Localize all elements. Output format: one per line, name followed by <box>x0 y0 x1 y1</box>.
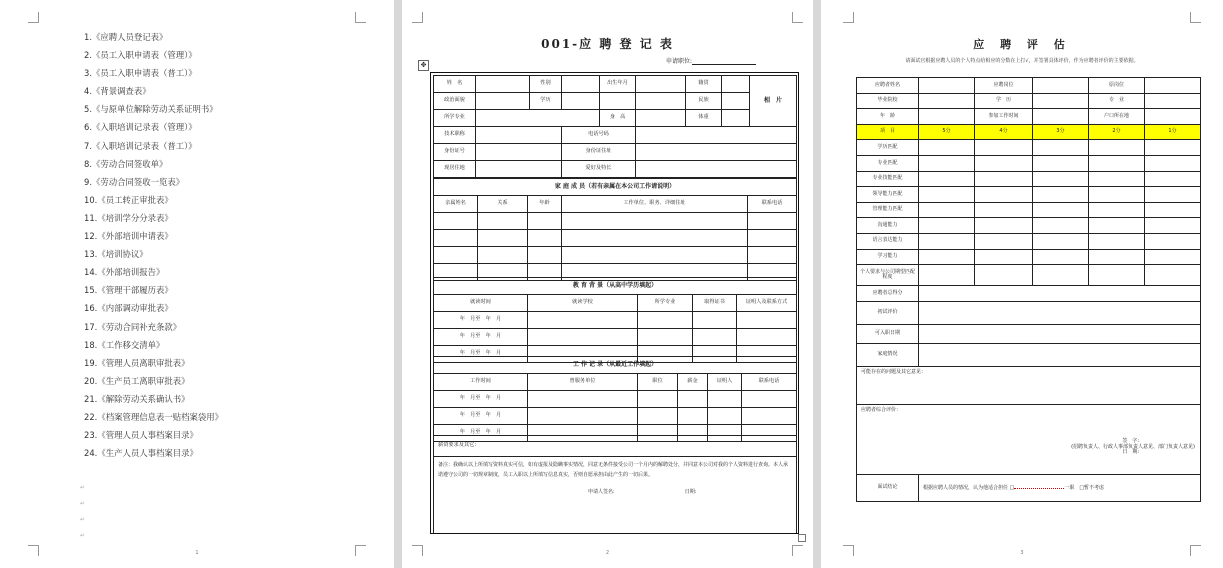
score-cell[interactable] <box>1145 171 1201 187</box>
score-cell[interactable] <box>1145 187 1201 203</box>
signature-row <box>438 488 792 498</box>
input-cell[interactable] <box>478 213 528 230</box>
column-header: 年龄 <box>528 196 562 213</box>
field-label: 应聘者姓名 <box>857 78 919 94</box>
form-list <box>84 28 223 462</box>
score-cell[interactable] <box>919 265 975 286</box>
education-table <box>433 277 797 363</box>
document-page-2 <box>402 0 813 568</box>
criterion-row <box>857 218 1201 234</box>
column-header: 证明人及联系方式 <box>737 295 797 312</box>
photo-cell[interactable]: 相 片 <box>750 76 797 127</box>
table-row <box>434 247 797 264</box>
input-cell[interactable] <box>528 230 562 247</box>
salary-remark[interactable]: 薪资要求及其它： <box>434 436 797 457</box>
input-cell[interactable] <box>476 161 562 178</box>
position-label: 申请职位: <box>666 58 693 65</box>
input-cell[interactable] <box>562 247 748 264</box>
criterion-row <box>857 265 1201 286</box>
score-column-header: 项 目 <box>857 124 919 140</box>
input-cell[interactable] <box>748 230 797 247</box>
crop-mark <box>792 12 803 23</box>
input-cell[interactable] <box>528 312 638 329</box>
paragraph-marks: ↵ ↵ ↵ ↵ <box>80 484 86 539</box>
score-cell[interactable] <box>1089 187 1145 203</box>
score-cell[interactable] <box>1033 140 1089 156</box>
criterion-label: 管理能力匹配 <box>857 202 919 218</box>
criterion-label: 语言表达能力 <box>857 233 919 249</box>
problems-field[interactable]: 可能存在的问题及其它意见： <box>857 366 1201 404</box>
input-cell[interactable] <box>742 391 797 408</box>
column-header: 亲属姓名 <box>434 196 478 213</box>
label-major: 所学专业 <box>434 110 476 127</box>
input-cell[interactable] <box>742 408 797 425</box>
family-table <box>433 178 797 281</box>
work-table <box>433 356 797 442</box>
column-header: 工作时间 <box>434 374 528 391</box>
label-political: 政治面貌 <box>434 93 476 110</box>
score-column-header: 1分 <box>1145 124 1201 140</box>
score-cell[interactable] <box>1145 233 1201 249</box>
document-page-3 <box>821 0 1223 568</box>
list-item: 11.《培训学分分录表》 <box>84 212 173 223</box>
table-header-row <box>434 374 797 391</box>
input-cell[interactable] <box>476 93 530 110</box>
score-cell[interactable] <box>1089 218 1145 234</box>
input-cell[interactable] <box>528 408 638 425</box>
label-current: 现居住地 <box>434 161 476 178</box>
column-header: 曾服务单位 <box>528 374 638 391</box>
education-section-title: 教 育 背 景（从高中学历填起） <box>434 278 797 295</box>
criterion-label: 领导能力匹配 <box>857 187 919 203</box>
column-header: 就读时间 <box>434 295 528 312</box>
family-section-title: 家 庭 成 员（若有亲属在本公司工作请说明） <box>434 179 797 196</box>
input-cell[interactable] <box>919 93 975 109</box>
score-cell[interactable] <box>1089 202 1145 218</box>
criterion-label: 学习能力 <box>857 249 919 265</box>
score-cell[interactable] <box>919 249 975 265</box>
input-cell[interactable] <box>722 110 750 127</box>
input-cell[interactable] <box>636 161 797 178</box>
time-range-cell[interactable]: 年 月至 年 月 <box>434 408 528 425</box>
time-range-cell[interactable]: 年 月至 年 月 <box>434 391 528 408</box>
column-header: 工作单位、职务、详细住址 <box>562 196 748 213</box>
field-label: 应聘岗位 <box>975 78 1033 94</box>
conclusion-text: 根据应聘人员的情况，认为他适合担任 □ <box>923 485 1015 492</box>
table-row <box>434 408 797 425</box>
basic-info-table <box>433 75 797 178</box>
score-cell[interactable] <box>919 202 975 218</box>
input-cell[interactable] <box>693 329 737 346</box>
registration-form <box>430 72 799 534</box>
list-item: 3.《员工入职申请表（普工）》 <box>84 68 197 79</box>
label-nation: 民族 <box>686 93 722 110</box>
criterion-row <box>857 233 1201 249</box>
input-cell[interactable] <box>476 127 562 144</box>
list-item: 6.《入职培训记录表（管理）》 <box>84 122 197 133</box>
label-hobby: 爱好及特长 <box>562 161 636 178</box>
score-cell[interactable] <box>919 187 975 203</box>
input-cell[interactable] <box>919 301 1201 324</box>
field-label: 年 龄 <box>857 109 919 125</box>
input-cell[interactable] <box>478 247 528 264</box>
field-label: 户口所在地 <box>1089 109 1145 125</box>
column-header: 证明人 <box>708 374 742 391</box>
label-title: 技术职称 <box>434 127 476 144</box>
input-cell[interactable] <box>562 230 748 247</box>
score-cell[interactable] <box>1145 249 1201 265</box>
criterion-label: 沟通能力 <box>857 218 919 234</box>
field-label: 原岗位 <box>1089 78 1145 94</box>
overall-label: 应聘者综合评价： <box>861 406 902 413</box>
list-item: 1.《应聘人员登记表》 <box>84 32 168 42</box>
score-cell[interactable] <box>1145 155 1201 171</box>
impression-label: 初试评价 <box>857 301 919 324</box>
criterion-label: 专业技能匹配 <box>857 171 919 187</box>
label-name: 姓 名 <box>434 76 476 93</box>
input-cell[interactable] <box>638 312 693 329</box>
entry-date-label: 可入职日期 <box>857 324 919 343</box>
score-cell[interactable] <box>919 155 975 171</box>
input-cell[interactable] <box>1033 78 1089 94</box>
list-item: 13.《培训协议》 <box>84 249 148 260</box>
label-address: 身份证住址 <box>562 144 636 161</box>
criterion-row <box>857 202 1201 218</box>
list-item: 9.《劳动合同签收一览表》 <box>84 176 185 187</box>
score-cell[interactable] <box>1089 155 1145 171</box>
input-cell[interactable] <box>638 329 693 346</box>
declaration-text: 备注：我确认以上所填写资料真实可信，如有虚报及隐瞒事实情况，同意无条件接受公司一个月内的解聘处分，并同意本公司对我的个人资料进行查询。本人承诺遵守公司的一切规章制度，员工入职以上所填写信息真实，否则自愿承担由此产生的一切后果。 <box>438 462 789 478</box>
input-cell[interactable] <box>528 391 638 408</box>
field-label: 专 业 <box>1089 93 1145 109</box>
score-cell[interactable] <box>975 265 1033 286</box>
score-cell[interactable] <box>1033 265 1089 286</box>
input-cell[interactable] <box>737 329 797 346</box>
conclusion-tail: 一职 □暂不考虑 <box>1064 485 1105 492</box>
input-cell[interactable] <box>434 213 478 230</box>
list-item: 19.《管理人员离职审批表》 <box>84 357 190 368</box>
input-cell[interactable] <box>528 247 562 264</box>
list-item: 22.《档案管理信息表一贴档案袋用》 <box>84 411 223 422</box>
list-item: 2.《员工入职申请表（管理）》 <box>84 50 197 61</box>
score-cell[interactable] <box>1033 202 1089 218</box>
input-cell[interactable] <box>919 78 975 94</box>
score-cell[interactable] <box>975 187 1033 203</box>
list-item: 10.《员工转正审批表》 <box>84 194 173 205</box>
input-cell[interactable] <box>562 93 600 110</box>
input-cell[interactable] <box>722 76 750 93</box>
list-item: 24.《生产人员人事档案目录》 <box>84 448 198 459</box>
column-header: 取得证书 <box>693 295 737 312</box>
column-header: 所学专业 <box>638 295 693 312</box>
page-title: 001-应 聘 登 记 表 <box>541 37 674 51</box>
field-label: 学 历 <box>975 93 1033 109</box>
family-label: 家庭情况 <box>857 343 919 366</box>
header-row <box>857 78 1201 94</box>
input-cell[interactable] <box>1145 109 1201 125</box>
criterion-label: 学历匹配 <box>857 140 919 156</box>
position-line[interactable] <box>692 58 756 65</box>
criterion-label: 专业匹配 <box>857 155 919 171</box>
score-column-header: 2分 <box>1089 124 1145 140</box>
column-header: 薪金 <box>678 374 708 391</box>
input-cell[interactable] <box>476 144 562 161</box>
field-label: 参加工作时间 <box>975 109 1033 125</box>
table-row <box>434 391 797 408</box>
score-cell[interactable] <box>919 218 975 234</box>
column-header: 关系 <box>478 196 528 213</box>
input-cell[interactable] <box>708 408 742 425</box>
input-cell[interactable] <box>636 110 686 127</box>
evaluation-table <box>856 77 1201 502</box>
score-cell[interactable] <box>919 233 975 249</box>
input-cell[interactable] <box>748 213 797 230</box>
input-cell[interactable] <box>748 247 797 264</box>
list-item: 7.《入职培训记录表（普工）》 <box>84 140 197 151</box>
document-page-1 <box>0 0 394 568</box>
crop-mark <box>355 12 366 23</box>
overall-field[interactable] <box>857 404 1201 474</box>
input-cell[interactable] <box>678 391 708 408</box>
conclusion-label: 面试结论 <box>857 474 919 501</box>
score-cell[interactable] <box>1033 187 1089 203</box>
table-header-row <box>434 295 797 312</box>
score-cell[interactable] <box>1089 249 1145 265</box>
list-item: 16.《内部调动审批表》 <box>84 303 173 314</box>
list-item: 14.《外部培训报告》 <box>84 267 165 278</box>
label-phone: 电话号码 <box>562 127 636 144</box>
input-cell[interactable] <box>434 230 478 247</box>
header-row <box>857 93 1201 109</box>
table-row <box>434 213 797 230</box>
input-cell[interactable] <box>708 391 742 408</box>
score-cell[interactable] <box>1145 202 1201 218</box>
page-subtitle: 请面试官根据应聘人员的个人特点给相应的分数在上打√，并签署具体评价，作为应聘者评价的主要依据。 <box>905 58 1139 64</box>
criterion-row <box>857 171 1201 187</box>
label-birth: 出生年月 <box>600 76 636 93</box>
score-cell[interactable] <box>1033 155 1089 171</box>
score-cell[interactable] <box>975 218 1033 234</box>
input-cell[interactable] <box>562 213 748 230</box>
label-gender: 性别 <box>530 76 562 93</box>
score-cell[interactable] <box>1033 249 1089 265</box>
score-cell[interactable] <box>1033 218 1089 234</box>
time-range-cell[interactable]: 年 月至 年 月 <box>434 312 528 329</box>
input-cell[interactable] <box>919 109 975 125</box>
input-cell[interactable] <box>1033 109 1089 125</box>
table-row <box>434 312 797 329</box>
input-cell[interactable] <box>919 343 1201 366</box>
field-label: 毕业院校 <box>857 93 919 109</box>
input-cell[interactable] <box>434 247 478 264</box>
list-item: 23.《管理人员人事档案目录》 <box>84 430 198 441</box>
input-cell[interactable] <box>478 230 528 247</box>
page-number: 3 <box>1020 550 1024 556</box>
score-column-header: 4分 <box>975 124 1033 140</box>
crop-mark <box>412 12 423 23</box>
conclusion-field[interactable] <box>919 474 1201 501</box>
score-cell[interactable] <box>1089 140 1145 156</box>
table-move-handle-icon[interactable]: ✥ <box>418 60 429 71</box>
label-id: 身份证号 <box>434 144 476 161</box>
input-cell[interactable] <box>600 93 636 110</box>
table-row <box>434 230 797 247</box>
label-weight: 体重 <box>686 110 722 127</box>
label-native: 籍贯 <box>686 76 722 93</box>
date-label: 日期: <box>684 489 697 495</box>
score-cell[interactable] <box>975 202 1033 218</box>
input-cell[interactable] <box>476 76 530 93</box>
column-header: 联系电话 <box>742 374 797 391</box>
sign-note: (招聘负责人、行政人事部负责人意见、部门负责人意见) <box>1071 443 1195 450</box>
column-header: 联系电话 <box>748 196 797 213</box>
input-cell[interactable] <box>528 329 638 346</box>
remark-table <box>433 435 797 534</box>
input-cell[interactable] <box>636 93 686 110</box>
list-item: 20.《生产员工离职审批表》 <box>84 375 190 386</box>
work-section-title: 工 作 记 录（从最近工作填起） <box>434 357 797 374</box>
score-cell[interactable] <box>1145 140 1201 156</box>
date-label: 日 期: <box>1122 449 1139 456</box>
input-cell[interactable] <box>919 286 1201 302</box>
page-number: 1 <box>195 550 199 556</box>
input-cell[interactable] <box>638 408 678 425</box>
position-field <box>666 56 756 65</box>
crop-mark <box>843 12 854 23</box>
sign-label: 签 字: <box>1122 438 1139 445</box>
input-cell[interactable] <box>678 408 708 425</box>
table-row <box>434 329 797 346</box>
label-height: 身 高 <box>600 110 636 127</box>
list-item: 15.《管理干部履历表》 <box>84 285 173 296</box>
criterion-row <box>857 187 1201 203</box>
input-cell[interactable] <box>919 324 1201 343</box>
input-cell[interactable] <box>476 110 600 127</box>
time-range-cell[interactable]: 年 月至 年 月 <box>434 346 528 363</box>
crop-mark <box>28 12 39 23</box>
total-score-label: 应聘者总得分 <box>857 286 919 302</box>
time-range-cell[interactable]: 年 月至 年 月 <box>434 425 528 442</box>
score-column-header: 5分 <box>919 124 975 140</box>
score-cell[interactable] <box>975 233 1033 249</box>
input-cell[interactable] <box>1033 93 1089 109</box>
score-cell[interactable] <box>1033 233 1089 249</box>
score-column-header: 3分 <box>1033 124 1089 140</box>
input-cell[interactable] <box>1145 78 1201 94</box>
crop-mark <box>1190 12 1201 23</box>
score-cell[interactable] <box>1145 265 1201 286</box>
score-cell[interactable] <box>919 140 975 156</box>
list-item: 12.《外部培训申请表》 <box>84 231 173 242</box>
score-cell[interactable] <box>975 249 1033 265</box>
input-cell[interactable] <box>737 312 797 329</box>
label-education: 学历 <box>530 93 562 110</box>
list-item: 4.《背景调查表》 <box>84 86 151 97</box>
criterion-label: 个人要求与公司期望匹配程度 <box>857 265 919 286</box>
table-resize-handle[interactable] <box>798 534 806 542</box>
header-row <box>857 109 1201 125</box>
input-cell[interactable] <box>636 127 797 144</box>
page-title: 应 聘 评 估 <box>973 38 1071 51</box>
criterion-row <box>857 155 1201 171</box>
score-cell[interactable] <box>975 140 1033 156</box>
column-header: 职位 <box>638 374 678 391</box>
input-cell[interactable] <box>528 213 562 230</box>
score-header-row <box>857 124 1201 140</box>
score-cell[interactable] <box>975 171 1033 187</box>
input-cell[interactable] <box>562 76 600 93</box>
input-cell[interactable] <box>1145 93 1201 109</box>
score-cell[interactable] <box>919 171 975 187</box>
score-cell[interactable] <box>1033 171 1089 187</box>
criterion-row <box>857 249 1201 265</box>
input-cell[interactable] <box>693 312 737 329</box>
input-cell[interactable] <box>636 76 686 93</box>
list-item: 17.《劳动合同补充条款》 <box>84 321 182 332</box>
applicant-sign-label: 申请人签名: <box>588 489 615 495</box>
criterion-row <box>857 140 1201 156</box>
page-number: 2 <box>605 550 610 556</box>
list-item: 8.《劳动合同签收单》 <box>84 158 168 169</box>
list-item: 18.《工作移交清单》 <box>84 339 165 350</box>
score-cell[interactable] <box>1089 265 1145 286</box>
list-item: 5.《与原单位解除劳动关系证明书》 <box>84 104 218 115</box>
input-cell[interactable] <box>636 144 797 161</box>
score-cell[interactable] <box>1145 218 1201 234</box>
score-cell[interactable] <box>1089 171 1145 187</box>
score-cell[interactable] <box>1089 233 1145 249</box>
column-header: 就读学校 <box>528 295 638 312</box>
input-cell[interactable] <box>722 93 750 110</box>
time-range-cell[interactable]: 年 月至 年 月 <box>434 329 528 346</box>
table-header-row <box>434 196 797 213</box>
score-cell[interactable] <box>975 155 1033 171</box>
declaration-cell <box>434 457 797 535</box>
list-item: 21.《解除劳动关系确认书》 <box>84 393 190 404</box>
input-cell[interactable] <box>638 391 678 408</box>
